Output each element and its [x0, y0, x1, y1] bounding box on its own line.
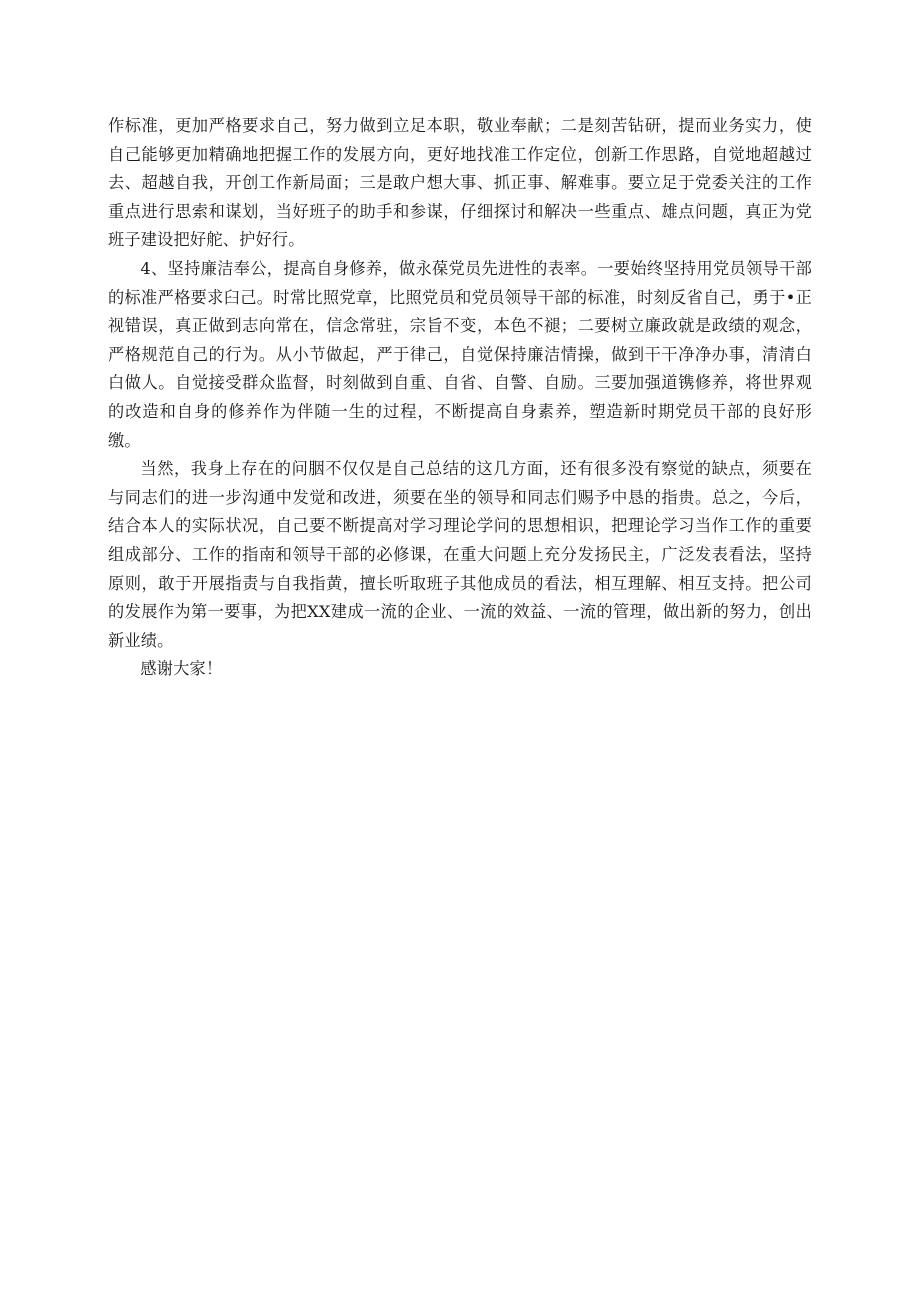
paragraph-continuation: 作标准，更加严格要求自己，努力做到立足本职，敬业奉献；二是刻苦钻研，提而业务实力，使自己能够更加精确地把握工作的发展方向，更好地找准工作定位，创新工作思路，自觉地超越过去、超越自我，开创工作新局面；三是敢户想大事、抓正事、解难事。要立足于党委关注的工作重点进行思索和谋划，当好班子的助手和参谋，仔细探讨和解决一些重点、雄点问题，真正为党班子建设把好舵、护好行。: [108, 116, 812, 250]
paragraph-conclusion: 当然，我身上存在的问胭不仅仅是自己总结的这几方面，还有很多没有察觉的缺点，须要在与同志们的进一步沟通中发觉和改进，须要在坐的领导和同志们赐予中恳的指贵。总之，今后，结合本人的实际状况，自己要不断提高对学习理论学问的思想相识，把理论学习当作工作的重要组成部分、工作的指南和领导干部的必修课，在重大问题上充分发扬民主，广泛发表看法，坚持原则，敢于开展指责与自我指黄，擅长听取班子其他成员的看法，相互理解、相互支持。把公司的发展作为第一要事，为把XX建成一流的企业、一流的效益、一流的管理，做出新的努力，创出新业绩。: [108, 459, 812, 650]
paragraph-thanks: 感谢大家！: [140, 659, 223, 679]
paragraph-point-4: 4、坚持廉洁奉公，提高自身修养，做永葆党员先进性的表率。一要始终坚持用党员领导干部的标准严格要求臼己。时常比照党章，比照党员和党员领导干部的标准，时刻反省自己，勇于•正视错误，真正做到志向常在，信念常驻，宗旨不变，本色不褪；二要树立廉政就是政绩的观念，严格规范自己的行为。从小节做起，严于律己，自觉保持廉洁情操，做到干干净净办事，清清白白做人。自觉接受群众监督，时刻做到自重、自省、自警、自励。三要加强道镌修养，将世界观的改造和自身的修养作为伴随一生的过程，不断提高自身素养，塑造新时期党员干部的良好形缴。: [108, 258, 812, 450]
document-body: [108, 112, 812, 684]
